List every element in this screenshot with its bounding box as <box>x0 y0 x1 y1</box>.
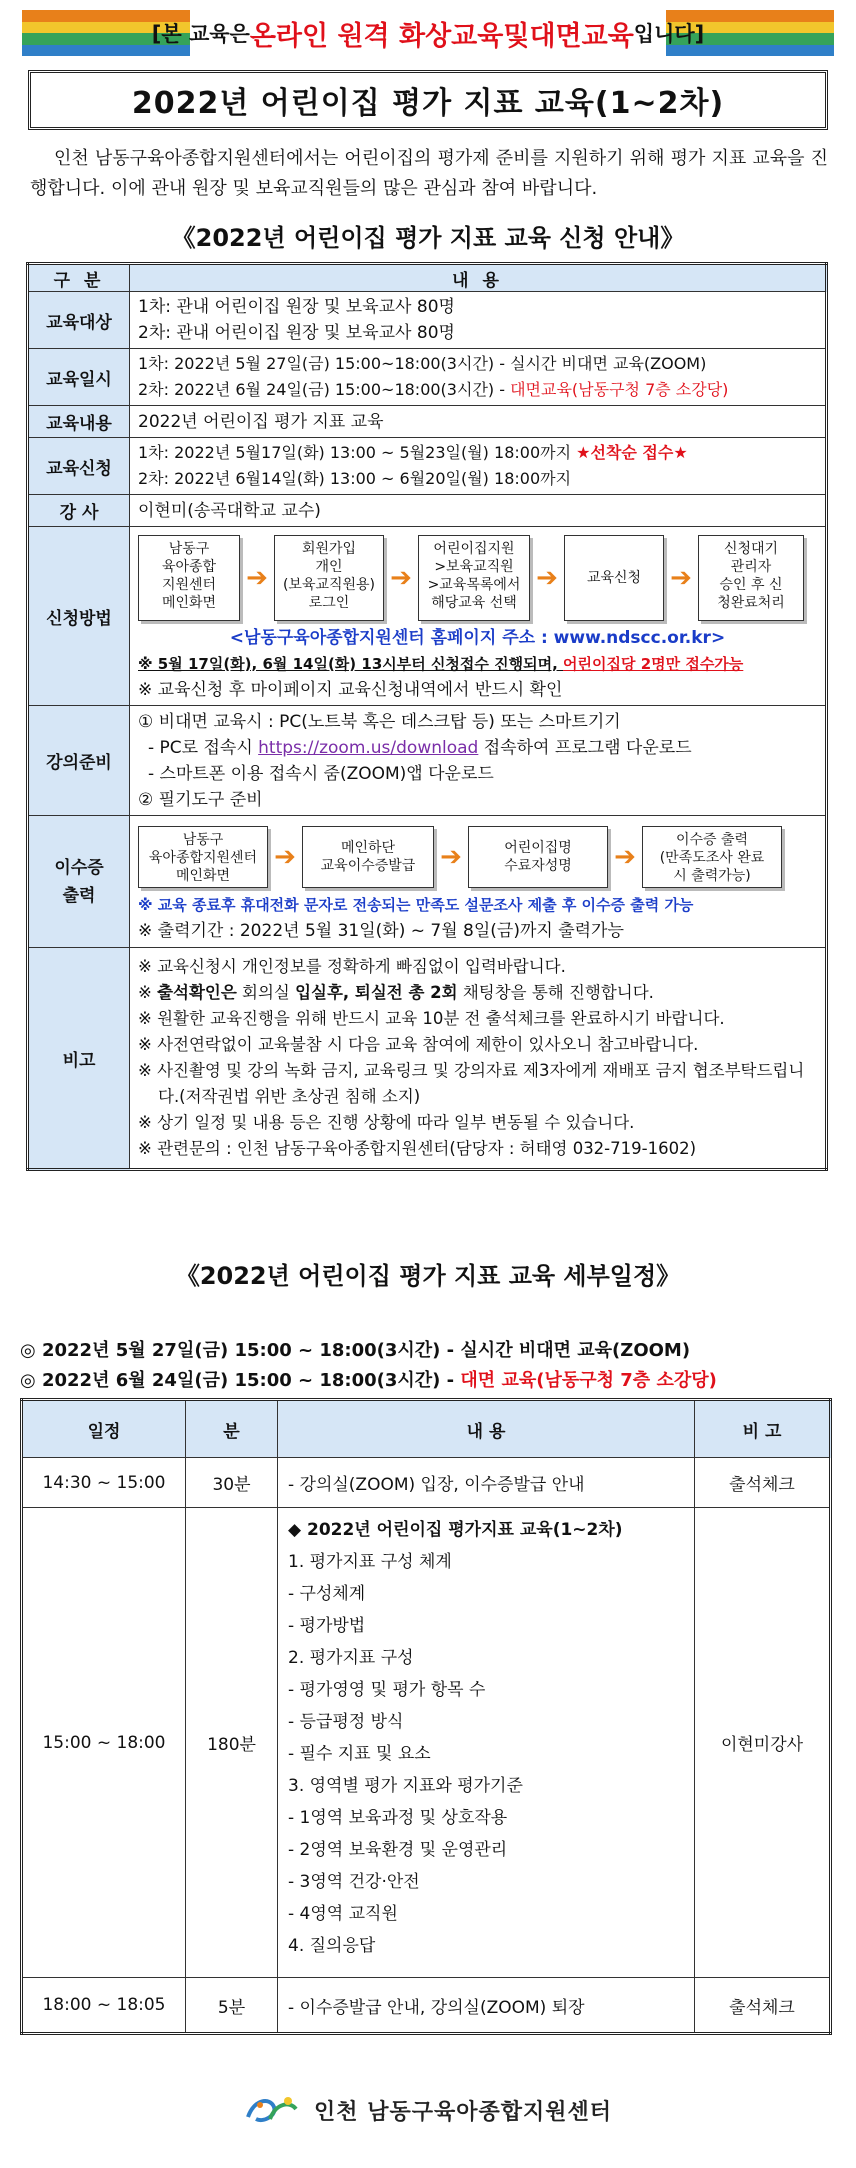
remark-6: ※ 상기 일정 및 내용 등은 진행 상황에 따라 일부 변동될 수 있습니다. <box>138 1113 635 1132</box>
cert-flow <box>138 826 817 888</box>
schedule-date-1: ◎ 2022년 5월 27일(금) 15:00 ~ 18:00(3시간) - 실시간 비대면 교육(ZOOM) <box>20 1340 691 1361</box>
table-row <box>22 1458 831 1508</box>
content-content: 2022년 어린이집 평가 지표 교육 <box>130 406 827 438</box>
apply-first-come-badge: ★선착순 접수★ <box>576 443 688 462</box>
row-content <box>28 406 827 438</box>
cert-step: 이수증 출력 (만족도조사 완료 시 출력가능) <box>642 826 782 888</box>
label-content: 교육내용 <box>28 406 130 438</box>
arrow-right-icon: ➔ <box>390 563 412 593</box>
schedule-date-2 <box>20 1366 717 1392</box>
remark-7: ※ 관련문의 : 인천 남동구육아종합지원센터(담당자 : 허태영 032-719-1602) <box>138 1139 697 1158</box>
schedule-header-row <box>22 1400 831 1458</box>
remark-5: ※ 사진촬영 및 강의 녹화 금지, 교육링크 및 강의자료 제3자에게 재배포 금지 협조부탁드립니다.(저작권법 위반 초상권 침해 소지) <box>138 1061 805 1106</box>
method-step: 신청대기 관리자 승인 후 신 청완료처리 <box>698 535 804 621</box>
program-item: 2. 평가지표 구성 <box>288 1648 414 1668</box>
label-apply: 교육신청 <box>28 438 130 495</box>
program-item: 3. 영역별 평가 지표와 평가기준 <box>288 1776 523 1796</box>
header-banner <box>22 10 834 56</box>
program-item: - 필수 지표 및 요소 <box>288 1744 431 1764</box>
content-lecturer: 이현미(송곡대학교 교수) <box>130 495 827 527</box>
method-note-limit: 어린이집당 2명만 접수가능 <box>563 655 744 673</box>
remark-2-end: 채팅창을 통해 진행합니다. <box>457 983 654 1002</box>
banner-prefix: [본 교육은 <box>151 22 250 46</box>
program-item: - 평가영영 및 평가 항목 수 <box>288 1680 486 1700</box>
label-cert: 이수증 출력 <box>28 816 130 948</box>
row-method <box>28 527 827 706</box>
banner-suffix: 입니다] <box>633 22 705 46</box>
method-flow <box>138 535 817 621</box>
program-item: - 2영역 보육환경 및 운영관리 <box>288 1840 508 1860</box>
arrow-right-icon: ➔ <box>670 563 692 593</box>
arrow-right-icon: ➔ <box>274 841 296 872</box>
apply-1: 1차: 2022년 5월17일(화) 13:00 ~ 5월23일(월) 18:00까지 <box>138 443 577 462</box>
date-1-mode: 실시간 비대면 교육(ZOOM) <box>510 354 707 373</box>
target-2: 2차: 관내 어린이집 원장 및 보육교사 80명 <box>138 323 455 343</box>
schedule-table <box>20 1398 832 2035</box>
label-remark: 비고 <box>28 948 130 1170</box>
method-step: 어린이집지원 >보육교직원 >교육목록에서 해당교육 선택 <box>418 535 530 621</box>
remark-2-mark: ※ <box>138 983 158 1002</box>
row-time: 14:30 ~ 15:00 <box>22 1458 186 1508</box>
prep-2-suffix: 접속하여 프로그램 다운로드 <box>478 737 692 758</box>
row-remark <box>28 948 827 1170</box>
page-title: 2022년 어린이집 평가 지표 교육(1~2차) <box>28 70 828 130</box>
center-logo-icon <box>244 2093 300 2127</box>
zoom-download-link[interactable]: https://zoom.us/download <box>258 737 479 758</box>
header-content: 내 용 <box>130 264 827 292</box>
apply-2: 2차: 2022년 6월14일(화) 13:00 ~ 6월20일(월) 18:00까지 <box>138 469 572 488</box>
row-desc: - 이수증발급 안내, 강의실(ZOOM) 퇴장 <box>278 1978 695 2034</box>
row-note: 이현미강사 <box>695 1508 831 1978</box>
cert-note-2: ※ 출력기간 : 2022년 5월 31일(화) ~ 7월 8일(금)까지 출력가능 <box>138 920 624 941</box>
method-note-2: ※ 교육신청 후 마이페이지 교육신청내역에서 반드시 확인 <box>138 680 563 700</box>
remark-2-emphasis: 입실후, 퇴실전 총 2회 <box>295 983 458 1002</box>
row-cert <box>28 816 827 948</box>
remark-1: ※ 교육신청시 개인정보를 정확하게 빠짐없이 입력바랍니다. <box>138 957 566 976</box>
footer-center-name: 인천 남동구육아종합지원센터 <box>314 2099 612 2125</box>
row-target <box>28 292 827 349</box>
row-time: 18:00 ~ 18:05 <box>22 1978 186 2034</box>
row-apply <box>28 438 827 495</box>
row-desc: - 강의실(ZOOM) 입장, 이수증발급 안내 <box>278 1458 695 1508</box>
content-remark <box>130 948 827 1170</box>
label-target: 교육대상 <box>28 292 130 349</box>
content-prep <box>130 706 827 816</box>
row-minutes: 5분 <box>186 1978 278 2034</box>
cert-step: 남동구 육아종합지원센터 메인화면 <box>138 826 268 888</box>
header-note: 비 고 <box>695 1400 831 1458</box>
header-category: 구 분 <box>28 264 130 292</box>
prep-1: ① 비대면 교육시 : PC(노트북 혹은 데스크탑 등) 또는 스마트기기 <box>138 711 621 732</box>
label-lecturer: 강 사 <box>28 495 130 527</box>
arrow-right-icon: ➔ <box>246 563 268 593</box>
header-content: 내 용 <box>278 1400 695 1458</box>
arrow-right-icon: ➔ <box>614 841 636 872</box>
label-prep: 강의준비 <box>28 706 130 816</box>
date-1: 1차: 2022년 5월 27일(금) 15:00~18:00(3시간) - <box>138 354 511 373</box>
date-2-mode: 대면교육(남동구청 7층 소강당) <box>510 380 729 399</box>
date-2: 2차: 2022년 6월 24일(금) 15:00~18:00(3시간) - <box>138 380 511 399</box>
row-date <box>28 349 827 406</box>
section-title-schedule: 《2022년 어린이집 평가 지표 교육 세부일정》 <box>175 1262 681 1290</box>
label-date: 교육일시 <box>28 349 130 406</box>
cert-note-1: ※ 교육 종료후 휴대전화 문자로 전송되는 만족도 설문조사 제출 후 이수증 출력 가능 <box>138 895 694 914</box>
method-note-1: ※ 5월 17일(화), 6월 14일(화) 13시부터 신청접수 진행되며, <box>138 655 564 673</box>
program-item: - 4영역 교직원 <box>288 1904 398 1924</box>
method-step: 남동구 육아종합 지원센터 메인화면 <box>138 535 240 621</box>
banner-highlight-online: 온라인 원격 화상교육 <box>249 20 504 52</box>
row-prep <box>28 706 827 816</box>
content-date <box>130 349 827 406</box>
footer <box>0 2090 856 2130</box>
prep-2: - PC로 접속시 <box>148 737 259 758</box>
row-time: 15:00 ~ 18:00 <box>22 1508 186 1978</box>
content-target <box>130 292 827 349</box>
method-step: 회원가입 개인 (보육교직원용) 로그인 <box>274 535 384 621</box>
program-item: - 등급평정 방식 <box>288 1712 404 1732</box>
content-method <box>130 527 827 706</box>
method-step: 교육신청 <box>564 535 664 621</box>
program-item: - 구성체계 <box>288 1584 366 1604</box>
remark-2-mid: 회의실 <box>236 983 296 1002</box>
row-lecturer <box>28 495 827 527</box>
content-apply <box>130 438 827 495</box>
program-title: ◆ 2022년 어린이집 평가지표 교육(1~2차) <box>288 1520 623 1540</box>
remark-4: ※ 사전연락없이 교육불참 시 다음 교육 참여에 제한이 있사오니 참고바랍니다. <box>138 1035 699 1054</box>
intro-paragraph: 인천 남동구육아종합지원센터에서는 어린이집의 평가제 준비를 지원하기 위해 평가 지표 교육을 진행합니다. 이에 관내 원장 및 보육교직원들의 많은 관심과 참여 바랍니다. <box>30 148 828 199</box>
banner-highlight-offline: 대면교육 <box>529 20 634 52</box>
program-item: 1. 평가지표 구성 체계 <box>288 1552 452 1572</box>
content-cert <box>130 816 827 948</box>
target-1: 1차: 관내 어린이집 원장 및 보육교사 80명 <box>138 297 455 317</box>
section-title-apply: 《2022년 어린이집 평가 지표 교육 신청 안내》 <box>171 224 685 252</box>
table-header-row <box>28 264 827 292</box>
banner-mid: 및 <box>503 20 530 52</box>
prep-4: ② 필기도구 준비 <box>138 789 263 810</box>
prep-3: - 스마트폰 이용 접속시 줌(ZOOM)앱 다운로드 <box>148 763 494 784</box>
banner-text <box>151 10 705 56</box>
program-item: - 3영역 건강·안전 <box>288 1872 420 1892</box>
row-desc-list <box>278 1508 695 1978</box>
label-method: 신청방법 <box>28 527 130 706</box>
row-note: 출석체크 <box>695 1978 831 2034</box>
row-minutes: 180분 <box>186 1508 278 1978</box>
remark-2-label: 출석확인은 <box>157 983 237 1002</box>
table-row <box>22 1508 831 1978</box>
program-item: - 평가방법 <box>288 1616 366 1636</box>
cert-step: 메인하단 교육이수증발급 <box>302 826 434 888</box>
remark-3: ※ 원활한 교육진행을 위해 반드시 교육 10분 전 출석체크를 완료하시기 바랍니다. <box>138 1009 725 1028</box>
schedule-date-2-mode: 대면 교육(남동구청 7층 소강당) <box>460 1370 717 1391</box>
header-minutes: 분 <box>186 1400 278 1458</box>
table-row <box>22 1978 831 2034</box>
row-minutes: 30분 <box>186 1458 278 1508</box>
homepage-address: <남동구육아종합지원센터 홈페이지 주소 : www.ndscc.or.kr> <box>229 628 726 648</box>
row-note: 출석체크 <box>695 1458 831 1508</box>
arrow-right-icon: ➔ <box>536 563 558 593</box>
schedule-date-2-prefix: ◎ 2022년 6월 24일(금) 15:00 ~ 18:00(3시간) - <box>20 1370 461 1391</box>
program-item: - 1영역 보육과정 및 상호작용 <box>288 1808 508 1828</box>
header-time: 일정 <box>22 1400 186 1458</box>
arrow-right-icon: ➔ <box>440 841 462 872</box>
program-item: 4. 질의응답 <box>288 1936 376 1956</box>
apply-info-table <box>26 262 828 1171</box>
cert-step: 어린이집명 수료자성명 <box>468 826 608 888</box>
